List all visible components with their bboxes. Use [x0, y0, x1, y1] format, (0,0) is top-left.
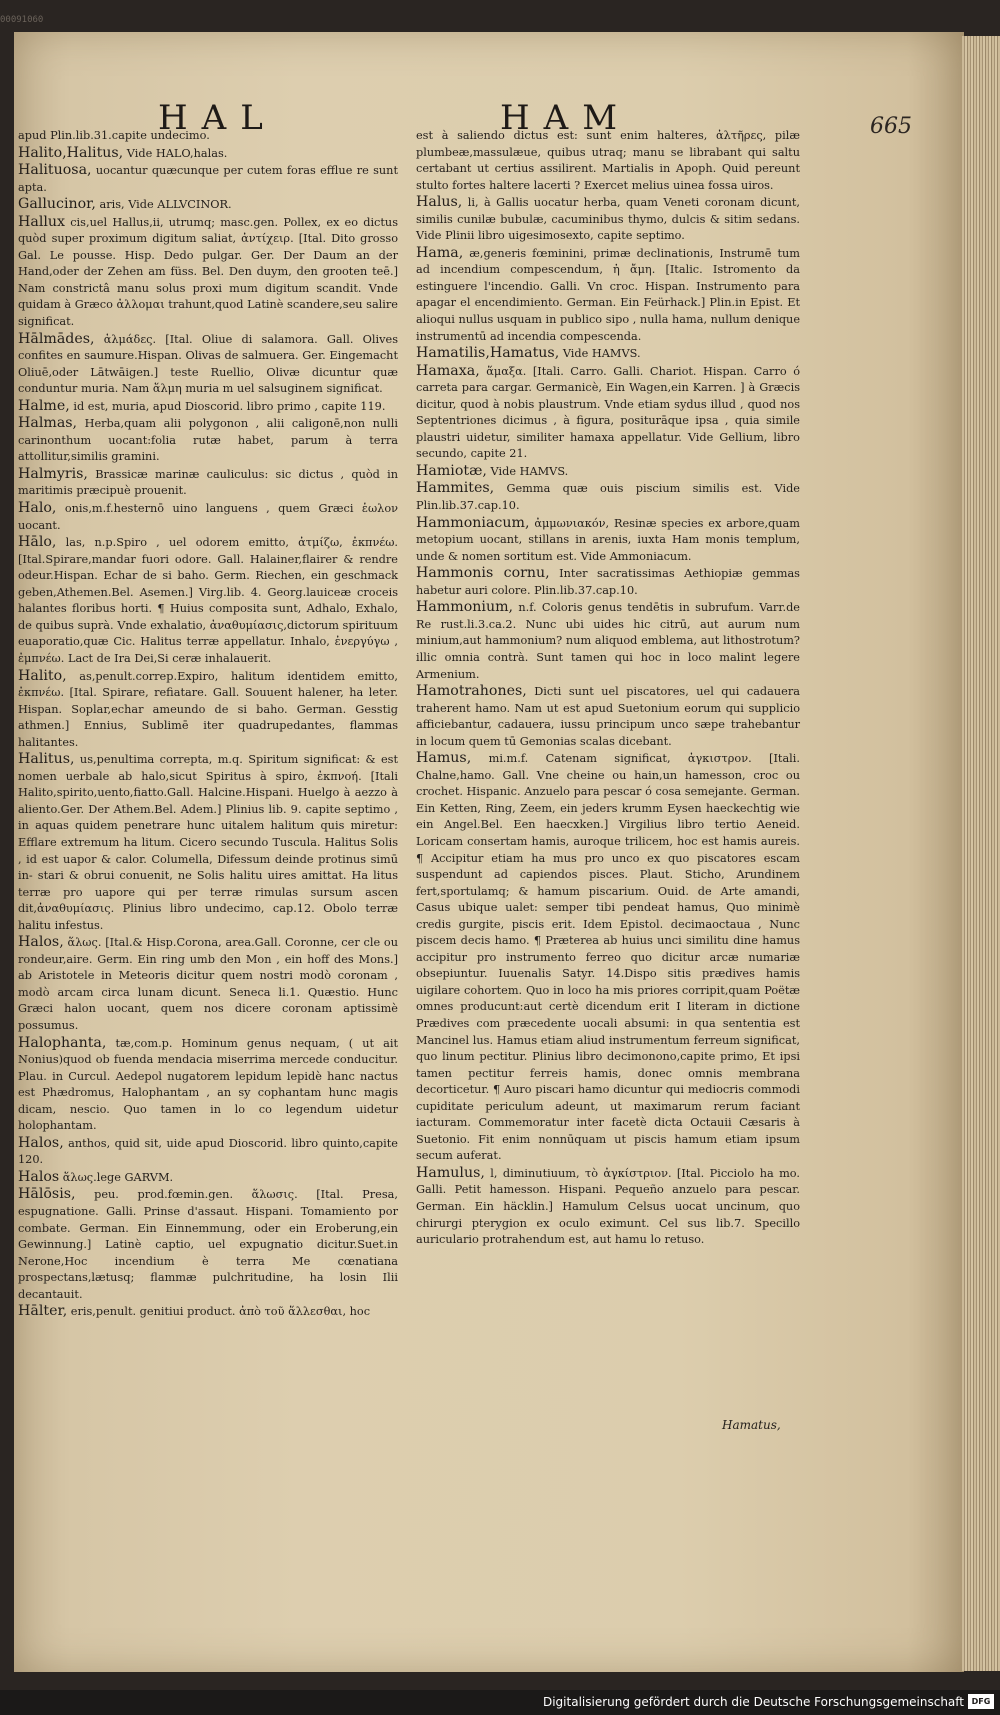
entry-headword: Hamotrahones,: [416, 683, 527, 700]
entry-text: æ,generis fœminini, primæ declinationis, Instrumē tum ad incendium compescendum, ἡ ἄμη. [Italic. Istromento da estinguere l'incendio. Galli. Vn croc. Hispan. Instrumento para apagar el encendimiento. German. Ein Feürhack.] Plin.in Epist. Et alioqui nullus usquam in publico sipo , nulla hama, nullum denique instrumentū ad incendia compescenda.: [416, 246, 801, 343]
entry-headword: Hammonis cornu,: [416, 565, 550, 582]
running-head-left: HAL: [158, 98, 277, 138]
entry-headword: Hamatilis,Hamatus,: [416, 345, 560, 362]
entry-headword: Halmas,: [18, 415, 78, 432]
dictionary-entry: [416, 345, 800, 363]
entry-text: onis,m.f.hesternō uino languens , quem Græci ἑωλον uocant.: [18, 502, 398, 532]
dictionary-entry: [416, 128, 800, 194]
dictionary-entry: [18, 214, 398, 331]
dictionary-entry: [18, 1186, 398, 1303]
dictionary-entry: [416, 363, 800, 463]
entry-headword: Halito,Halitus,: [18, 144, 124, 161]
entry-text: Herba,quam alii polygonon , alii caligonē,non nulli carinonthum uocant:folia rutæ habet, parum à terra attollitur,similis gramini.: [18, 417, 398, 464]
running-head-right: HAM: [500, 98, 632, 138]
entry-headword: Halophanta,: [18, 1034, 107, 1051]
entry-text: mi.m.f. Catenam significat, ἀγκιστρον. [Itali. Chalne,hamo. Gall. Vne cheine ou hain,un hamesson, croc ou crochet. Hispanic. Anzuelo para pescar ó cosa semejante. German. Ein Ketten, Ring, Zeem, ein jeders krumm Eysen haeckechtig wie ein Angel.Bel. Een haecxken.] Virgilius libro tertio Aeneid. Loricam consertam hamis, auroque trilicem, hoc est hamis aureis. ¶ Accipitur etiam ha mus pro unco ex quo piscatores escam suspendunt ad capiendos pisces. Plaut. Sticho, Arundinem fert,sportulamq; & hamum piscarium. Ouid. de Arte amandi, Casus ubique ualet: semper tibi pendeat hamus, Quo minimè credis gurgite, piscis erit. Idem Epistol. decimaoctaua , Nunc piscem decis hamo. ¶ Præterea ab huius unci similitu dine hamus accipitur pro instrumento ferreo quo dicitur arcæ numariæ obsepiuntur. Iuuenalis Satyr. 14.Dispo sitis prædives hamis uigilare cohortem. Quo in loco ha mis priores corripit,quam Poëtæ omnes producunt:aut certè dicendum erit I literam in dictione Prædives com præcedente uocali absumi: in qua sententia est Mancinel lus. Hamus etiam aliud instrumentum ferreum significat, quo linum pectitur. Plinius libro decimonono,capite primo, Et ipsi tamen pectitur ferreis hamis, donec omnis membrana decorticetur. ¶ Auro piscari hamo dicuntur qui mediocris commodi cupiditate periculum adeunt, ut maximarum rerum faciant iacturam. Commemoratur inter facetè dicta Octauii Cæsaris à Suetonio. Fit enim nonnūquam ut piscis hamum etiam ipsum secum auferat.: [416, 752, 801, 1163]
entry-headword: Halus,: [416, 194, 463, 211]
entry-text: anthos, quid sit, uide apud Dioscorid. libro quinto,capite 120.: [18, 1136, 398, 1167]
entry-headword: Hammonium,: [416, 599, 514, 616]
dictionary-entry: [416, 194, 800, 245]
dictionary-entry: [18, 751, 398, 934]
entry-text: Dicti sunt uel piscatores, uel qui cadauera traherent hamo. Nam ut est apud Suetonium eorum qui supplicio afficiebantur, cadauera, iussu principum unco sæpe trahebantur in locum quem tū Gemonias scalas dicebant.: [416, 685, 800, 748]
dictionary-entry: [18, 534, 398, 667]
footer-bar: [0, 1690, 1000, 1715]
dictionary-entry: [18, 1035, 398, 1135]
entry-text: cis,uel Hallus,ii, utrumq; masc.gen. Pollex, ex eo dictus quòd super proximum digitum saliat, ἀντίχειρ. [Ital. Dito grosso Gal. Le pousse. Hisp. Dedo pulgar. Ger. Der Daum an der Hand,oder der Zehen am füss. Bel. Den duym, den grooten teē.] Nam constrictâ manu solus proxi mum digitum scandit. Vnde quidam à Græco ἀλλομαι trahunt,quod Latinè scandere,seu salire significat.: [18, 215, 399, 329]
folio-number: 665: [870, 114, 912, 139]
entry-text: li, à Gallis uocatur herba, quam Veneti coronam dicunt, similis cunilæ bubulæ, cacuminibus thymo, dulcis & sitim sedans. Vide Plinii libro uigesimosexto, capite septimo.: [416, 196, 801, 243]
dictionary-entry: [416, 683, 800, 750]
entry-text: ἅμαξα. [Itali. Carro. Galli. Chariot. Hispan. Carro ó carreta para cargar. Germanicè, Ein Wagen,ein Karren. ] à Græcis dicitur, quod à nobis plaustrum. Vnde etiam sydus illud , quod nos Septentriones dicimus , à figura, positurāque ipsa , quia simile plaustri uidetur, similiter hamaxa appellatur. Vide Gellium, libro secundo, capite 21.: [416, 364, 800, 461]
dictionary-entry: [18, 668, 398, 752]
entry-text: est à saliendo dictus est: sunt enim halteres, ἀλτῆρες, pilæ plumbeæ,massulæue, quibus utraq; manu se librabant qui saltu certabant ut certius assilirent. Martialis in Apoph. Quid pereunt stulto fortes haltere lacerti ? Exercet melius uinea fossa uiros.: [416, 129, 800, 192]
entry-headword: Hammites,: [416, 480, 495, 497]
dictionary-entry: [18, 415, 398, 466]
dictionary-entry: [416, 1165, 800, 1249]
dictionary-entry: [18, 934, 398, 1034]
dictionary-entry: [416, 750, 800, 1165]
entry-headword: Hama,: [416, 244, 464, 261]
entry-headword: Hammoniacum,: [416, 514, 530, 531]
dictionary-entry: [416, 245, 800, 345]
entry-headword: Halme,: [18, 397, 70, 414]
dictionary-entry: [416, 463, 800, 481]
entry-headword: Hālter,: [18, 1303, 68, 1320]
entry-text: tæ,com.p. Hominum genus nequam, ( ut ait Nonius)quod ob fuenda mendacia miserrima mercede conducitur. Plau. in Curcul. Aedepol nugatorem lepidum lepidè hanc nactus est Phædromus, Halophantam , an sy cophantam hunc magis dicam, nescio. Quo tamen in lo co legendum uidetur holophantam.: [18, 1036, 398, 1133]
dictionary-entry: [18, 500, 398, 534]
entry-text: apud Plin.lib.31.capite undecimo.: [18, 129, 210, 142]
entry-text: las, n.p.Spiro , uel odorem emitto, ἀτμίζω, ἐκπνέω. [Ital.Spirare,mandar fuori odore. Gall. Halainer,flairer & rendre odeur.Hispan. Echar de si baho. Germ. Riechen, ein geschmack geben,Athemen.Bel. Asemen.] Virg.lib. 4. Georg.lauiceæ croceis halantes floribus horti. ¶ Huius composita sunt, Adhalo, Exhalo, de quibus suprà. Vnde exhalatio, ἀναθυμίασις,dictorum spirituum euaporatio,quæ Cic. Halitus terræ appellatur. Inhalo, ἐνεργύγω , ἐμπνέω. Lact de Ira Dei,Si ceræ inhalauerit.: [18, 536, 398, 665]
dictionary-entry: [416, 480, 800, 514]
entry-text: n.f. Coloris genus tendētis in subrufum. Varr.de Re rust.li.3.ca.2. Nunc ubi uides hic citrū, aut aurum num minium,aut hammonium? num aliquod emblema, aut lithostrotum? illic omnia contrà. Sunt tamen qui hoc in loco malint legere Armenium.: [416, 601, 800, 681]
entry-text: l, diminutiuum, τὸ ἀγκίστριον. [Ital. Picciolo ha mo. Galli. Petit hamesson. Hispani. Pequeño anzuelo para pescar. German. Ein häcklin.] Hamulum Celsus uocat uncinum, quo chirurgi pterygion ex oculo eximunt. Cel sus lib.7. Specillo auriculario protrahendum est, aut hamu lo retuso.: [416, 1166, 800, 1247]
entry-headword: Hamulus,: [416, 1164, 485, 1181]
dictionary-entry: [416, 599, 800, 683]
footer-credit: Digitalisierung gefördert durch die Deutsche Forschungsgemeinschaft: [542, 1695, 964, 1709]
dictionary-entry: [416, 565, 800, 599]
right-column: [416, 128, 800, 1428]
entry-headword: Halos,: [18, 1134, 64, 1151]
entry-text: aris, Vide ALLVCINOR.: [99, 198, 232, 212]
entry-headword: Halito,: [18, 667, 67, 684]
entry-headword: Hamus,: [416, 750, 472, 767]
entry-text: Brassicæ marinæ cauliculus: sic dictus , quòd in maritimis præcipuè prouenit.: [18, 467, 399, 498]
catchword: Hamatus,: [722, 1418, 781, 1432]
dictionary-entry: [18, 466, 398, 500]
left-column: [18, 128, 398, 1584]
entry-headword: Gallucinor,: [18, 196, 96, 213]
entry-text: Gemma quæ ouis piscium similis est. Vide Plin.lib.37.cap.10.: [416, 482, 800, 513]
dictionary-entry: [18, 128, 398, 145]
entry-text: id est, muria, apud Dioscorid. libro primo , capite 119.: [73, 399, 386, 413]
dictionary-entry: [18, 398, 398, 416]
page-edges: [962, 36, 1000, 1671]
entry-text: uocantur quæcunque per cutem foras efflue re sunt apta.: [18, 164, 398, 194]
dictionary-entry: [18, 1135, 398, 1169]
entry-text: ἁλμάδες. [Ital. Oliue di salamora. Gall. Olives confites en saumure.Hispan. Olivas de salmuera. Ger. Eingemacht Oliuē,oder Lātwāigen.] teste Ruellio, Olivæ dicuntur quæ conduntur muria. Nam ἅλμη muria m uel salsuginem significat.: [18, 332, 398, 396]
entry-text: Inter sacratissimas Aethiopiæ gemmas habetur auri colore. Plin.lib.37.cap.10.: [416, 567, 800, 597]
dictionary-entry: [18, 145, 398, 163]
entry-text: ἀμμωνιακόν, Resinæ species ex arbore,quam metopium uocant, stillans in arenis, iuxta Ham monis templum, unde & nomen sortitum est. Vide Ammoniacum.: [416, 516, 801, 563]
entry-headword: Halos,: [18, 934, 64, 951]
entry-headword: Hālmādes,: [18, 330, 95, 347]
scan-id: 00091060: [0, 15, 44, 25]
entry-headword: Hamaxa,: [416, 362, 480, 379]
entry-headword: Halmyris,: [18, 465, 88, 482]
dictionary-entry: [18, 1169, 398, 1187]
entry-text: eris,penult. genitiui product. ἀπὸ τοῦ ἅλλεσθαι, hoc: [70, 1305, 371, 1319]
entry-text: Vide HAMVS.: [490, 464, 569, 478]
entry-headword: Halos: [18, 1168, 60, 1185]
dictionary-entry: [18, 162, 398, 196]
entry-text: as,penult.correp.Expiro, halitum identidem emitto, ἐκπνέω. [Ital. Spirare, refiatare. Gall. Souuent halener, ha leter. Hispan. Soplar,echar ameundo de si baho. German. Gesstig athmen.] Ennius, Sublimē iter quadrupedantes, flammas halitantes.: [18, 669, 399, 749]
entry-headword: Halituosa,: [18, 162, 92, 179]
entry-headword: Halitus,: [18, 751, 75, 768]
entry-headword: Hālōsis,: [18, 1186, 76, 1203]
entry-headword: Hallux: [18, 213, 66, 230]
entry-text: Vide HALO,halas.: [126, 146, 228, 160]
dfg-logo: DFG: [968, 1694, 994, 1709]
dictionary-entry: [18, 1303, 398, 1321]
entry-headword: Hālo,: [18, 534, 57, 551]
entry-text: ἅλως. [Ital.& Hisp.Corona, area.Gall. Coronne, cer cle ou rondeur,aire. Germ. Ein ring umb den Mon , ein hoff des Mons.] ab Aristotele in Meteoris dicitur quem nostri modò coronam , modò arcam circa lunam dicunt. Seneca li.1. Quæstio. Hunc Græci halon uocant, quem nos dicere coronam aptissimè possumus.: [18, 936, 398, 1032]
entry-text: ἅλως.lege GARVM.: [62, 1170, 174, 1184]
entry-headword: Hamiotæ,: [416, 462, 487, 479]
entry-text: peu. prod.fœmin.gen. ἅλωσις. [Ital. Presa, espugnatione. Galli. Prinse d'assaut. Hispani. Tomamiento por combate. German. Ein Einnemmung, oder ein Eroberung,ein Gewinnung.] Latinè captio, uel expugnatio dicitur.Suet.in Nerone,Hoc incendium è terra Me cœnatiana prospectans,lætusq; flammæ pulchritudine, ha losin Ilii decantauit.: [18, 1188, 398, 1301]
dictionary-entry: [18, 331, 398, 398]
entry-text: us,penultima correpta, m.q. Spiritum significat: & est nomen uerbale ab halo,sicut Spiritus à spiro, ἐκπνοή. [Itali Halito,spirito,uento,fiatto.Gall. Halcine.Hispani. Huelgo à aezzo à aliento.Ger. Der Athem.Bel. Adem.] Plinius lib. 9. capite septimo , in aquas quidem penetrare hunc uitalem halitum quis miretur: Efflare extremum ha litum. Cicero secundo Tuscula. Halitus Solis , id est uapor & calor. Columella, Difessum deinde protinus simū in- stari & obrui conuenit, ne Solis halitu uires amittat. Ha litus terræ pro uapore qui per terræ rimulas sursum ascen dit,ἀναθυμίασις. Plinius libro undecimo, cap.12. Obolo terræ halitu infestus.: [18, 753, 399, 932]
entry-text: Vide HAMVS.: [562, 347, 641, 361]
dictionary-entry: [18, 196, 398, 214]
dictionary-entry: [416, 515, 800, 566]
entry-headword: Halo,: [18, 500, 57, 517]
